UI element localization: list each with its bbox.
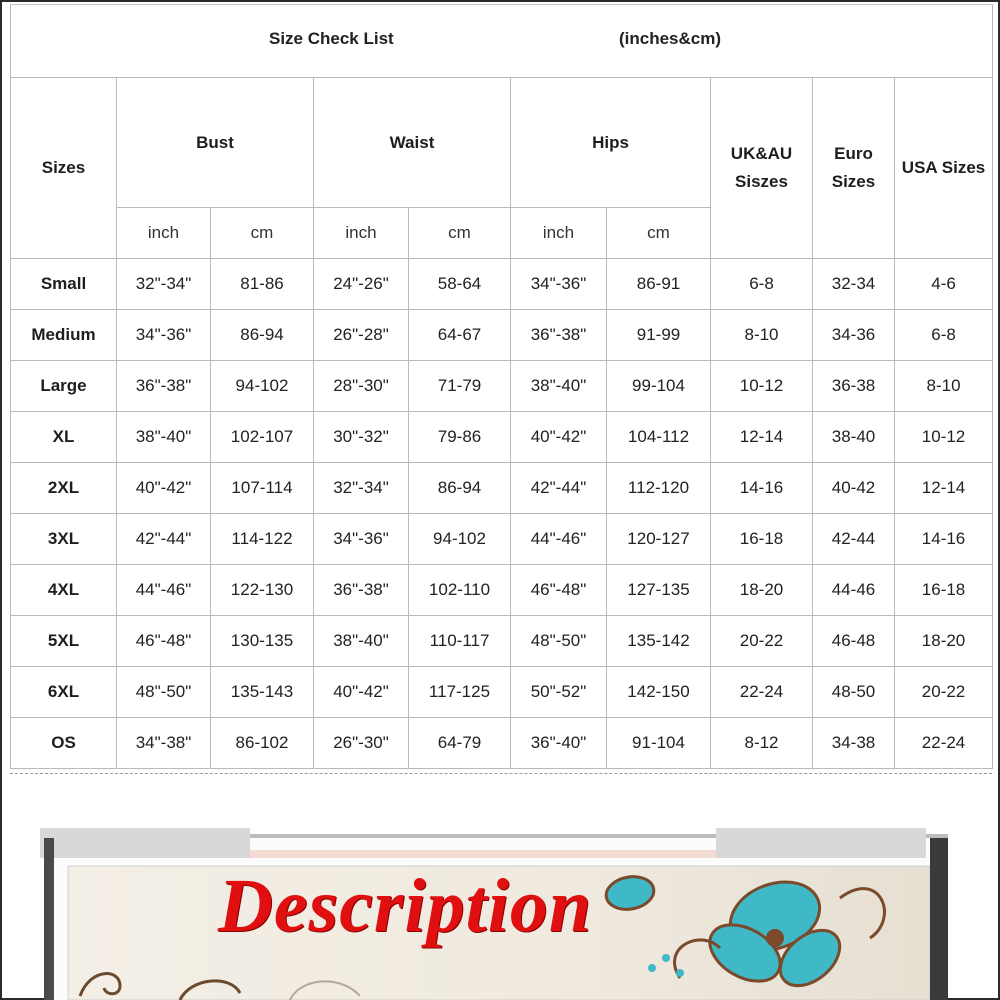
cell-usa: 10-12 <box>895 412 993 463</box>
cell-waist-cm: 94-102 <box>409 514 511 565</box>
cell-size: 5XL <box>11 616 117 667</box>
table-row <box>11 616 993 667</box>
cell-size: Medium <box>11 310 117 361</box>
bust-cm-header: cm <box>211 208 314 259</box>
cell-bust-in: 48"-50" <box>117 667 211 718</box>
cell-ukau: 22-24 <box>711 667 813 718</box>
cell-ukau: 16-18 <box>711 514 813 565</box>
cell-waist-in: 40"-42" <box>314 667 409 718</box>
waist-cm-header: cm <box>409 208 511 259</box>
cell-waist-cm: 64-79 <box>409 718 511 769</box>
size-rows <box>11 259 993 769</box>
cell-euro: 34-38 <box>813 718 895 769</box>
cell-bust-in: 34"-38" <box>117 718 211 769</box>
cell-hips-cm: 135-142 <box>607 616 711 667</box>
hips-header: Hips <box>511 78 711 208</box>
cell-usa: 20-22 <box>895 667 993 718</box>
usa-header: USA Sizes <box>895 78 993 259</box>
cell-waist-in: 24"-26" <box>314 259 409 310</box>
cell-waist-cm: 86-94 <box>409 463 511 514</box>
cell-hips-in: 36"-38" <box>511 310 607 361</box>
cell-bust-in: 40"-42" <box>117 463 211 514</box>
cell-size: 4XL <box>11 565 117 616</box>
cell-hips-cm: 86-91 <box>607 259 711 310</box>
cell-ukau: 14-16 <box>711 463 813 514</box>
cell-ukau: 18-20 <box>711 565 813 616</box>
cell-hips-in: 46"-48" <box>511 565 607 616</box>
cell-size: Small <box>11 259 117 310</box>
cell-waist-cm: 117-125 <box>409 667 511 718</box>
cell-usa: 22-24 <box>895 718 993 769</box>
cell-ukau: 8-10 <box>711 310 813 361</box>
cell-bust-cm: 122-130 <box>211 565 314 616</box>
cell-bust-in: 44"-46" <box>117 565 211 616</box>
cell-usa: 8-10 <box>895 361 993 412</box>
cell-ukau: 12-14 <box>711 412 813 463</box>
cell-hips-cm: 120-127 <box>607 514 711 565</box>
cell-waist-cm: 64-67 <box>409 310 511 361</box>
table-row <box>11 412 993 463</box>
cell-bust-in: 42"-44" <box>117 514 211 565</box>
cell-bust-cm: 135-143 <box>211 667 314 718</box>
cell-waist-cm: 102-110 <box>409 565 511 616</box>
ukau-header: UK&AU Siszes <box>711 78 813 259</box>
cell-hips-in: 42"-44" <box>511 463 607 514</box>
cell-hips-cm: 104-112 <box>607 412 711 463</box>
table-row <box>11 514 993 565</box>
description-heading: Description <box>218 864 593 948</box>
waist-header: Waist <box>314 78 511 208</box>
cell-hips-in: 34"-36" <box>511 259 607 310</box>
cell-bust-cm: 130-135 <box>211 616 314 667</box>
cell-bust-in: 36"-38" <box>117 361 211 412</box>
cell-waist-cm: 110-117 <box>409 616 511 667</box>
cell-hips-cm: 91-99 <box>607 310 711 361</box>
cell-bust-cm: 86-94 <box>211 310 314 361</box>
table-row <box>11 310 993 361</box>
cell-size: XL <box>11 412 117 463</box>
cell-hips-cm: 91-104 <box>607 718 711 769</box>
bust-inch-header: inch <box>117 208 211 259</box>
cell-usa: 18-20 <box>895 616 993 667</box>
cell-bust-in: 32"-34" <box>117 259 211 310</box>
table-row <box>11 259 993 310</box>
size-check-list-title: Size Check List <box>269 29 394 48</box>
cell-usa: 12-14 <box>895 463 993 514</box>
cell-hips-cm: 99-104 <box>607 361 711 412</box>
cell-bust-cm: 102-107 <box>211 412 314 463</box>
table-row <box>11 463 993 514</box>
waist-inch-header: inch <box>314 208 409 259</box>
banner-top-strip <box>250 850 716 858</box>
cell-hips-in: 36"-40" <box>511 718 607 769</box>
cell-waist-in: 26"-30" <box>314 718 409 769</box>
cell-waist-cm: 58-64 <box>409 259 511 310</box>
cell-waist-in: 34"-36" <box>314 514 409 565</box>
cell-euro: 46-48 <box>813 616 895 667</box>
cell-size: OS <box>11 718 117 769</box>
cell-bust-in: 34"-36" <box>117 310 211 361</box>
description-banner <box>40 828 960 1000</box>
cell-bust-in: 38"-40" <box>117 412 211 463</box>
cell-usa: 16-18 <box>895 565 993 616</box>
cell-euro: 44-46 <box>813 565 895 616</box>
cell-euro: 38-40 <box>813 412 895 463</box>
hips-cm-header: cm <box>607 208 711 259</box>
cell-usa: 4-6 <box>895 259 993 310</box>
cell-waist-in: 36"-38" <box>314 565 409 616</box>
cell-ukau: 10-12 <box>711 361 813 412</box>
cell-ukau: 6-8 <box>711 259 813 310</box>
cell-euro: 36-38 <box>813 361 895 412</box>
banner-left-edge <box>44 838 54 1000</box>
cell-euro: 42-44 <box>813 514 895 565</box>
cell-size: 6XL <box>11 667 117 718</box>
size-chart-table <box>10 4 993 769</box>
cell-bust-cm: 107-114 <box>211 463 314 514</box>
cell-hips-in: 40"-42" <box>511 412 607 463</box>
banner-right-edge <box>930 838 948 1000</box>
cell-hips-cm: 112-120 <box>607 463 711 514</box>
unit-note: (inches&cm) <box>619 29 722 48</box>
cell-euro: 32-34 <box>813 259 895 310</box>
cell-waist-cm: 79-86 <box>409 412 511 463</box>
cell-waist-cm: 71-79 <box>409 361 511 412</box>
cell-waist-in: 30"-32" <box>314 412 409 463</box>
sizes-header: Sizes <box>11 78 117 259</box>
cell-hips-in: 50"-52" <box>511 667 607 718</box>
banner-tab-left <box>40 828 250 858</box>
cell-hips-cm: 127-135 <box>607 565 711 616</box>
cell-bust-cm: 86-102 <box>211 718 314 769</box>
cell-bust-cm: 94-102 <box>211 361 314 412</box>
table-row <box>11 718 993 769</box>
bust-header: Bust <box>117 78 314 208</box>
cell-size: Large <box>11 361 117 412</box>
cell-size: 3XL <box>11 514 117 565</box>
table-row <box>11 565 993 616</box>
banner-tab-right <box>716 828 926 858</box>
table-row <box>11 667 993 718</box>
cell-bust-cm: 81-86 <box>211 259 314 310</box>
cell-euro: 34-36 <box>813 310 895 361</box>
cell-ukau: 8-12 <box>711 718 813 769</box>
cell-size: 2XL <box>11 463 117 514</box>
euro-header: Euro Sizes <box>813 78 895 259</box>
cell-waist-in: 32"-34" <box>314 463 409 514</box>
table-row <box>11 361 993 412</box>
hips-inch-header: inch <box>511 208 607 259</box>
cell-hips-cm: 142-150 <box>607 667 711 718</box>
cell-hips-in: 38"-40" <box>511 361 607 412</box>
cell-waist-in: 26"-28" <box>314 310 409 361</box>
cell-euro: 40-42 <box>813 463 895 514</box>
cell-euro: 48-50 <box>813 667 895 718</box>
cell-waist-in: 38"-40" <box>314 616 409 667</box>
header-row <box>11 78 993 208</box>
cell-waist-in: 28"-30" <box>314 361 409 412</box>
cell-hips-in: 48"-50" <box>511 616 607 667</box>
cell-bust-cm: 114-122 <box>211 514 314 565</box>
title-row <box>11 5 993 78</box>
cell-hips-in: 44"-46" <box>511 514 607 565</box>
cell-usa: 6-8 <box>895 310 993 361</box>
cell-usa: 14-16 <box>895 514 993 565</box>
divider <box>10 773 992 774</box>
cell-bust-in: 46"-48" <box>117 616 211 667</box>
cell-ukau: 20-22 <box>711 616 813 667</box>
